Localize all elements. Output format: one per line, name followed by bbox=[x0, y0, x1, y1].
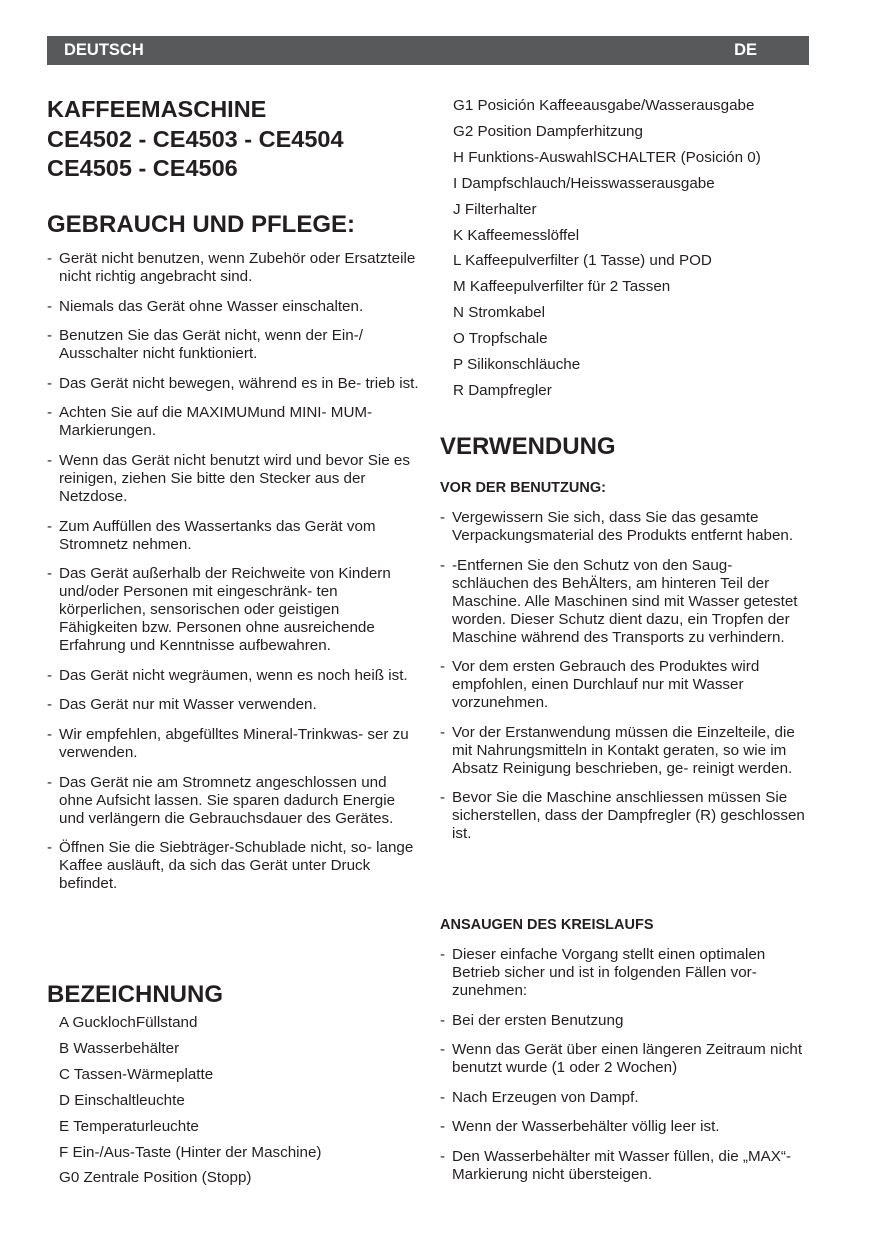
priming-item: - Wenn das Gerät über einen längeren Zeitraum nicht benutzt wurde (1 oder 2 Wochen) bbox=[440, 1041, 812, 1077]
priming-list bbox=[440, 946, 812, 1196]
parts-list-right bbox=[453, 93, 761, 404]
before-use-item: - Bevor Sie die Maschine anschliessen müssen Sie sicherstellen, dass der Dampfregler (R) geschlossen ist. bbox=[440, 789, 812, 843]
before-use-heading: VOR DER BENUTZUNG: bbox=[440, 480, 606, 496]
care-item: - Gerät nicht benutzen, wenn Zubehör oder Ersatzteile nicht richtig angebracht sind. bbox=[47, 250, 419, 286]
usage-heading: VERWENDUNG bbox=[440, 433, 616, 460]
part-item: R Dampfregler bbox=[453, 381, 552, 399]
care-item: - Achten Sie auf die MAXIMUMund MINI- MUM-Markierungen. bbox=[47, 404, 419, 440]
priming-item: - Nach Erzeugen von Dampf. bbox=[440, 1089, 812, 1107]
language-label: DEUTSCH bbox=[64, 41, 144, 59]
priming-heading: ANSAUGEN DES KREISLAUFS bbox=[440, 917, 654, 933]
priming-item: - Bei der ersten Benutzung bbox=[440, 1012, 812, 1030]
priming-item: - Wenn der Wasserbehälter völlig leer ist. bbox=[440, 1118, 812, 1136]
part-item: N Stromkabel bbox=[453, 304, 546, 322]
care-item: - Benutzen Sie das Gerät nicht, wenn der Ein-/ Ausschalter nicht funktioniert. bbox=[47, 327, 419, 363]
care-list bbox=[47, 250, 419, 905]
before-use-item: - Vor dem ersten Gebrauch des Produktes wird empfohlen, einen Durchlauf nur mit Wasser vorzunehmen. bbox=[440, 658, 812, 712]
part-item: L Kaffeepulverfilter (1 Tasse) und POD bbox=[453, 252, 712, 270]
part-item: D Einschaltleuchte bbox=[59, 1091, 185, 1109]
part-item: F Ein-/Aus-Taste (Hinter der Maschine) bbox=[59, 1143, 322, 1161]
care-heading: GEBRAUCH UND PFLEGE: bbox=[47, 211, 356, 238]
part-item: J Filterhalter bbox=[453, 200, 537, 218]
part-item: M Kaffeepulverfilter für 2 Tassen bbox=[453, 278, 671, 296]
part-item: C Tassen-Wärmeplatte bbox=[59, 1065, 214, 1083]
parts-heading: BEZEICHNUNG bbox=[47, 981, 224, 1008]
care-item: - Wir empfehlen, abgefülltes Mineral-Trinkwas- ser zu verwenden. bbox=[47, 726, 419, 762]
priming-item: - Dieser einfache Vorgang stellt einen optimalen Betrieb sicher und ist in folgenden Fällen vor- zunehmen: bbox=[440, 946, 812, 1000]
care-item: - Das Gerät nur mit Wasser verwenden. bbox=[47, 696, 419, 714]
before-use-item: - -Entfernen Sie den Schutz von den Saug- schläuchen des BehÄlters, am hinteren Teil der Maschine. Alle Maschinen sind mit Wasser getestet worden. Dieser Schutz dient dazu, ein Tropfen der Maschine während des Transports zu verhindern. bbox=[440, 557, 812, 647]
part-item: G2 Position Dampferhitzung bbox=[453, 122, 643, 140]
document-title bbox=[47, 95, 344, 184]
title-line-2: CE4502 - CE4503 - CE4504 bbox=[47, 125, 344, 152]
care-item: - Niemals das Gerät ohne Wasser einschalten. bbox=[47, 298, 419, 316]
part-item: E Temperaturleuchte bbox=[59, 1117, 199, 1135]
language-header-bar bbox=[47, 36, 809, 65]
before-use-list bbox=[440, 509, 812, 855]
part-item: K Kaffeemesslöffel bbox=[453, 226, 580, 244]
part-item: A GucklochFüllstand bbox=[59, 1014, 198, 1031]
care-item: - Das Gerät nicht wegräumen, wenn es noch heiß ist. bbox=[47, 667, 419, 685]
care-item: - Wenn das Gerät nicht benutzt wird und bevor Sie es reinigen, ziehen Sie bitte den Stecker aus der Netzdose. bbox=[47, 452, 419, 506]
part-item: G1 Posición Kaffeeausgabe/Wasserausgabe bbox=[453, 97, 755, 114]
parts-list-left bbox=[59, 1010, 322, 1191]
care-item: - Das Gerät außerhalb der Reichweite von Kindern und/oder Personen mit eingeschränk- ten körperlichen, sensorischen oder geistigen Fähigkeiten bzw. Personen ohne ausreichende Erfahrung und Kenntnisse aufbewahren. bbox=[47, 565, 419, 655]
care-item: - Das Gerät nicht bewegen, während es in Be- trieb ist. bbox=[47, 375, 419, 393]
title-line-3: CE4505 - CE4506 bbox=[47, 155, 238, 181]
care-item: - Öffnen Sie die Siebträger-Schublade nicht, so- lange Kaffee ausläuft, da sich das Gerät unter Druck befindet. bbox=[47, 839, 419, 893]
part-item: P Silikonschläuche bbox=[453, 356, 581, 374]
priming-item: - Den Wasserbehälter mit Wasser füllen, die „MAX“-Markierung nicht übersteigen. bbox=[440, 1148, 812, 1184]
care-item: - Zum Auffüllen des Wassertanks das Gerät vom Stromnetz nehmen. bbox=[47, 518, 419, 554]
part-item: G0 Zentrale Position (Stopp) bbox=[59, 1169, 252, 1187]
language-code: DE bbox=[734, 41, 757, 59]
part-item: I Dampfschlauch/Heisswasserausgabe bbox=[453, 174, 715, 192]
before-use-item: - Vor der Erstanwendung müssen die Einzelteile, die mit Nahrungsmitteln in Kontakt geraten, so wie im Absatz Reinigung beschrieben, ge- reinigt werden. bbox=[440, 724, 812, 778]
title-line-1: KAFFEEMASCHINE bbox=[47, 96, 267, 122]
part-item: H Funktions-AuswahlSCHALTER (Posición 0) bbox=[453, 148, 761, 166]
before-use-item: - Vergewissern Sie sich, dass Sie das gesamte Verpackungsmaterial des Produkts entfernt haben. bbox=[440, 509, 812, 545]
care-item: - Das Gerät nie am Stromnetz angeschlossen und ohne Aufsicht lassen. Sie sparen dadurch Energie und verlängern die Gebrauchsdauer des Gerätes. bbox=[47, 774, 419, 828]
part-item: B Wasserbehälter bbox=[59, 1039, 180, 1057]
part-item: O Tropfschale bbox=[453, 330, 548, 348]
